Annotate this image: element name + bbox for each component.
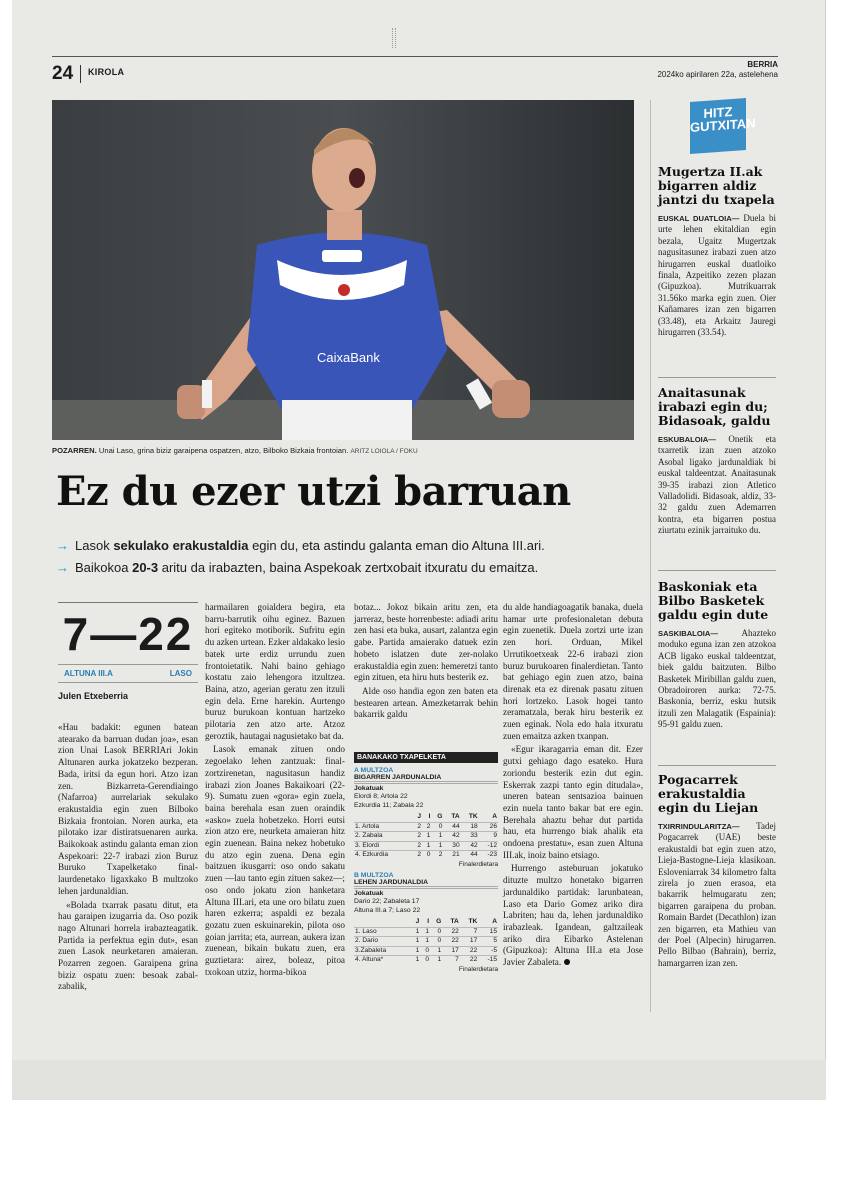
standings-cell: 30 — [443, 841, 460, 851]
standings-header: A — [492, 813, 497, 820]
standings-cell: 2 — [413, 841, 422, 851]
standings-cell: 0 — [420, 946, 430, 956]
standings-note: Finalerdietara — [458, 860, 498, 868]
final-score: 7—22 — [58, 602, 198, 664]
standings-cell: 2. Dario — [354, 937, 411, 947]
standings-cell: 22 — [460, 946, 478, 956]
standings-table — [354, 813, 498, 860]
article-column-2 — [205, 602, 345, 979]
standings-cell: 1 — [431, 841, 443, 851]
standings-cell: 42 — [461, 841, 479, 851]
standings-cell: 42 — [443, 832, 460, 842]
standings-row — [354, 832, 498, 842]
lead-photo — [52, 100, 634, 440]
standings-header: I — [428, 813, 431, 820]
standings-cell: 2 — [431, 851, 443, 860]
paragraph: harmailaren goialdera begira, eta barru-barrutik oihu eginez. Bazuen hori egiteko motiborik. Sufritu egin du azken urtean. Ezker aldakako lesio batek urte erdiz urrundu zuen frontoietatik. Nahi baino gehiago kostatu zaio lehengora itzultzea. Baina, atzo, agerian geratu zen itzuli egin dela. Erne harekin. Aurtengo buruz burukoan kontuan hartzeko pilotaria zen atzo arte. Atzoz geroztik, hautagai nagusietako bat da. — [205, 602, 345, 741]
results-table — [354, 752, 498, 973]
standings-cell: 5 — [478, 937, 498, 947]
subhead-1: → Lasok sekulako erakustaldia egin du, eta astindu galanta eman dio Altuna III.ari. — [56, 538, 545, 553]
standings-cell: 0 — [422, 851, 431, 860]
standings-cell: 2. Zabala — [354, 832, 413, 842]
header-divider — [80, 65, 81, 83]
standings-cell: 22 — [460, 956, 478, 965]
standings-cell: 1 — [431, 832, 443, 842]
brief-title: Mugertza II.ak bigarren aldiz jantzi du txapela — [658, 164, 775, 207]
team-left: ALTUNA III.A — [64, 669, 113, 678]
standings-cell: 7 — [460, 927, 478, 937]
standings-cell: 15 — [478, 927, 498, 937]
standings-cell: 1 — [411, 927, 421, 937]
score-box — [58, 602, 198, 701]
round-name: BIGARREN JARDUNALDIA — [354, 774, 498, 782]
standings-cell: 1 — [430, 956, 442, 965]
score-teams — [58, 664, 198, 683]
standings-cell: 0 — [430, 927, 442, 937]
group-name: A MULTZOA — [354, 767, 394, 774]
team-right: LASO — [169, 669, 192, 678]
arrow-right-icon: → — [56, 538, 69, 553]
standings-cell: 1 — [411, 946, 421, 956]
shirt-sponsor-text: CaixaBank — [317, 350, 380, 365]
article-column-1 — [58, 722, 198, 993]
games-label: Jokatuak — [354, 888, 498, 897]
standings-cell: 0 — [431, 822, 443, 832]
page-bottom-margin — [12, 1060, 826, 1100]
standings-cell: 0 — [430, 937, 442, 947]
paragraph: Hurrengo asteburuan jokatuko dituzte multzo honetako bigarren jardunaldiko partidak: larunbatean, Laso eta Dario Gomez ariko dira Labriten; hau da, lehen jardunaldiko irabazleak. Igandean, galtzaileak ariko dira Eibarko Astelenan (Gipuzkoa): Altuna III.a eta Jose Javier Zabaleta. — [503, 863, 643, 968]
standings-cell: -15 — [478, 956, 498, 965]
caption-text: Unai Laso, grina biziz garaipena ospatzen, atzo, Bilboko Bizkaia frontoian. — [98, 446, 349, 455]
brief-title: Anaitasunak irabazi egin du; Bidasoak, galdu — [658, 385, 771, 428]
standings-cell: 44 — [461, 851, 479, 860]
standings-cell: 33 — [461, 832, 479, 842]
standings-header — [354, 918, 411, 927]
paragraph: «Egur ikaragarria eman dit. Ezer gutxi gehiago dago esateko. Hura zoriondu besterik ezin dut egin. Eskerrak zazpi tanto egin ditudala», uneren batean sentsazioa bainuen ezin nuela tanto bakar bat ere egin. Berehala ahaztu behar dut partida hau, eta hurrengo biak ahalik eta ondoena prestatu», esan zuen Altuna III.ak, inoiz baino etsiago. — [503, 744, 643, 860]
brief-text: TXIRRINDULARITZA— Tadej Pogacarrek (UAE) beste erakustaldi bat egin zuen atzo, Lieja-Bastogne-Lieja klasikoan. Esloveniarrak 34 kilometro falta zirela jo zuen erasoa, eta bakarrik helmugaratu zen; bigarren garaipena du proban. Romain Bardet (Decathlon) izan zen bigarren, eta Mathieu van der Poel (Alpecin) hirugarren. Pello Bilbao (Bahrain), berriz, hamargarren izan zen. — [658, 821, 776, 968]
player-illustration — [52, 100, 634, 440]
standings-cell: 4. Altuna* — [354, 956, 411, 965]
results-title: BANAKAKO TXAPELKETA — [354, 752, 498, 763]
standings-row — [354, 946, 498, 956]
standings-row — [354, 937, 498, 947]
standings-note: Finalerdietara — [458, 965, 498, 973]
divider — [658, 765, 776, 766]
brief-title: Baskoniak eta Bilbo Basketek galdu egin dute — [658, 579, 769, 622]
standings-cell: 1 — [411, 956, 421, 965]
sidebar-banner: HITZ GUTXITAN — [690, 98, 746, 154]
caption-label: POZARREN. — [52, 446, 97, 455]
standings-row — [354, 956, 498, 965]
issue-date: 2024ko apirilaren 22a, astelehena — [657, 70, 778, 79]
standings-cell: 44 — [443, 822, 460, 832]
paragraph: Lasok emanak zituen ondo zegoelako lehen zantzuak: final-zortzirenetan, nagusitasun handiz irabazi zion Joanes Bakaikoari (22-9). Sumatu zuen «gora» egin zuela, baina berehala esan zuen oraindik «asko» zuela hobetzeko. Horri eutsi zion atzo ere, neurketa amaieran hitz egin zuenean. Baina nekez hobetuko du atzo egin zuena. Dena egin baitzuen ikusgarri: oso ondo sakatu zuen —lau tanto egin zituen sakez—; oso ondo jokatu zion hanketara Altuna III.ari, eta une oro bilatu zuen haren ezkerra; aspaldi ez bezala gozatu zuen eskuinarekin, pilota oso goian jarrita; eta, aurrean, aukera izan zuenean, bikain bukatu zuen, era guztietara: airez, boleaz, pitoa txokoan utziz, horma-bikoa — [205, 744, 345, 977]
standings-cell: 1. Artola — [354, 822, 413, 832]
standings-row — [354, 851, 498, 860]
page-header — [52, 56, 778, 86]
standings-header: TA — [451, 813, 460, 820]
standings-header: A — [492, 917, 497, 925]
paragraph: «Bolada txarrak pasatu ditut, eta hau garaipen izugarria da. Oso pozik nago Altunari horrela irabazteagatik. Partida ia perfektua egin dut», esan zuen Lasok neurketaren amaieran. Pozarren zegoen. Garaipena grina biziz ospatu zuen: besoak zabal-zabalik, — [58, 899, 198, 992]
standings-cell: 1 — [411, 937, 421, 947]
standings-cell: 4. Ezkurdia — [354, 851, 413, 860]
divider — [658, 570, 776, 571]
paragraph: Alde oso handia egon zen baten eta bestearen artean. Amezketarrak behin bakarrik galdu — [354, 685, 498, 720]
standings-header: TA — [450, 917, 459, 925]
standings-cell: 17 — [460, 937, 478, 947]
page-number: 24 — [52, 63, 74, 84]
standings-cell: 0 — [420, 956, 430, 965]
brief-text: EUSKAL DUATLOIA— Duela bi urte lehen ekitaldian egin bezala, Ugaitz Mugertzak nagusitasunez irabazi zuen atzo hirugarren euskal duatloiko finala, Azpeitiko zezen plazan (Gipuzkoa). Mutrikuarrak 31.56ko marka egin zuen. Oier Kañamares izan zen bigarren (33.48), eta Arkaitz Jauregi hirugarren (33.54). — [658, 213, 777, 338]
standings-row — [354, 927, 498, 937]
standings-header: J — [417, 813, 421, 820]
standings-header: G — [436, 917, 442, 925]
standings-cell: 18 — [461, 822, 479, 832]
standings-cell: 1 — [422, 832, 431, 842]
brief-title: Pogacarrek erakustaldia egin du Liejan — [658, 772, 759, 815]
brief-1 — [658, 165, 776, 338]
standings-table — [354, 918, 498, 965]
article-headline: Ez du ezer utzi barruan — [56, 468, 571, 515]
subhead-2: → Baikokoa 20-3 aritu da irabazten, baina Aspekoak zertxobait itxuratu du emaitza. — [56, 560, 539, 575]
staple-mark — [392, 28, 396, 48]
standings-cell: 26 — [479, 822, 498, 832]
paragraph: «Hau badakit: egunen batean atearako da barruan dudan joa», esan zion Unai Lasok BERRIAri Jokin Altunaren aurka jokatzeko bezperan. Bada, iritsi da egun hori. Atzo izan zen. Bizkarreta-Gerendiaingo (Nafarroa) aurrelariak sekulako erakustaldia egin zuen Bilboko Bizkaia frontoian. Noren aurka, eta pilotako izar distiratsuenaren aurka. Baikokoak astindu galanta eman zion Aspekoari: 22-7 irabazi zion Buruz Buruko Txapelketako final-laurdenetako ligaxkako B multzoko lehen jardunaldian. — [58, 722, 198, 896]
article-author: Julen Etxeberria — [58, 691, 129, 701]
standings-cell: 2 — [413, 832, 422, 842]
standings-cell: -23 — [479, 851, 498, 860]
standings-cell: 22 — [442, 937, 460, 947]
group-name: B MULTZOA — [354, 871, 394, 879]
arrow-right-icon: → — [56, 560, 69, 575]
games-label: Jokatuak — [354, 783, 498, 792]
section-label: KIROLA — [88, 67, 125, 77]
newspaper-name: BERRIA — [747, 60, 778, 69]
standings-header: I — [427, 917, 430, 925]
brief-3 — [658, 580, 776, 731]
standings-header: J — [415, 917, 420, 925]
standings-header: G — [437, 813, 443, 820]
standings-cell: 2 — [413, 851, 422, 860]
standings-cell: 3. Elordi — [354, 841, 413, 851]
standings-cell: 1 — [420, 927, 430, 937]
game-result: Elordi 8; Artola 22 — [354, 793, 408, 800]
photo-credit: ARITZ LOIOLA / FOKU — [350, 448, 418, 455]
brief-4 — [658, 773, 776, 969]
standings-header: TK — [468, 813, 478, 820]
standings-cell: 21 — [443, 851, 460, 860]
standings-row — [354, 841, 498, 851]
standings-header: TK — [468, 917, 478, 925]
paragraph: du alde handiagoagatik banaka, duela hamar urte profesionaletan debuta egin zuenetik. Duela zortzi urte izan zen hori. Orduan, Mikel Urrutikoetxeak 22-6 irabazi zion buruz burukoaren finalerdietan. Tanto bat gehiago egin zuen atzo, baina direnak eta ez direnak pasatu zituen hori lortzeko. Lasok hogei tanto zeramatzala, berak hiru besterik ez zuen eginak. Nola edo hala itxuratu zuen emaitza azken txanpan. — [503, 602, 643, 741]
divider — [658, 377, 776, 378]
photo-caption — [52, 446, 634, 455]
standings-cell: 17 — [442, 946, 460, 956]
standings-cell: 1 — [420, 937, 430, 947]
standings-cell: 3.Zabaleta — [354, 946, 411, 956]
brief-text: SASKIBALOIA— Ahazteko moduko eguna izan zen atzokoa ACB ligako euskal taldeentzat, biek galdu baitzuten. Bilbo Basketek Miribillan galdu zuen, Obradoiroren aurka: 72-75. Baskonia, berriz, esku hutsik itzuli zen Malagatik (Espainia): 95-91 galdu zuen. — [658, 628, 776, 730]
standings-cell: -5 — [478, 946, 498, 956]
game-result: Ezkurdia 11; Zabala 22 — [354, 802, 424, 809]
standings-cell: 1. Laso — [354, 927, 411, 937]
article-column-4 — [503, 602, 643, 969]
brief-text: ESKUBALOIA— Onetik eta txarretik izan zuen atzoko Asobal ligako jardunaldiak bi euskal taldeentzat. Anaitasunak 39-35 irabazi zion Atletico Valladolidi. Bidasoak, aldiz, 33-32 galdu zuen Ademarren kontra, eta bigarren postua ziurtatu ezinik jarraituko du. — [658, 434, 776, 536]
end-of-article-icon — [564, 959, 570, 965]
game-result: Altuna III.a 7; Laso 22 — [354, 906, 421, 914]
article-column-3 — [354, 602, 498, 721]
standings-cell: 2 — [422, 822, 431, 832]
paragraph: botaz... Jokoz bikain aritu zen, eta jarreraz, beste horrenbeste: adiadi aritu zen hasi eta buka, ausart, zalantza egin gabe. Partida amaierako datuek ezin hobeto islatzen dute zer-nolako erakustaldia egin zuen: hemeretzi tanto egin zituen, eta hiru huts besterik ez. — [354, 602, 498, 683]
standings-cell: 1 — [430, 946, 442, 956]
standings-cell: 1 — [422, 841, 431, 851]
standings-cell: 9 — [479, 832, 498, 842]
standings-cell: 2 — [413, 822, 422, 832]
standings-cell: -12 — [479, 841, 498, 851]
standings-cell: 22 — [442, 927, 460, 937]
standings-header — [354, 813, 413, 822]
brief-2 — [658, 386, 776, 537]
standings-cell: 7 — [442, 956, 460, 965]
game-result: Dario 22; Zabaleta 17 — [354, 897, 420, 905]
round-name: LEHEN JARDUNALDIA — [354, 879, 498, 887]
standings-row — [354, 822, 498, 832]
